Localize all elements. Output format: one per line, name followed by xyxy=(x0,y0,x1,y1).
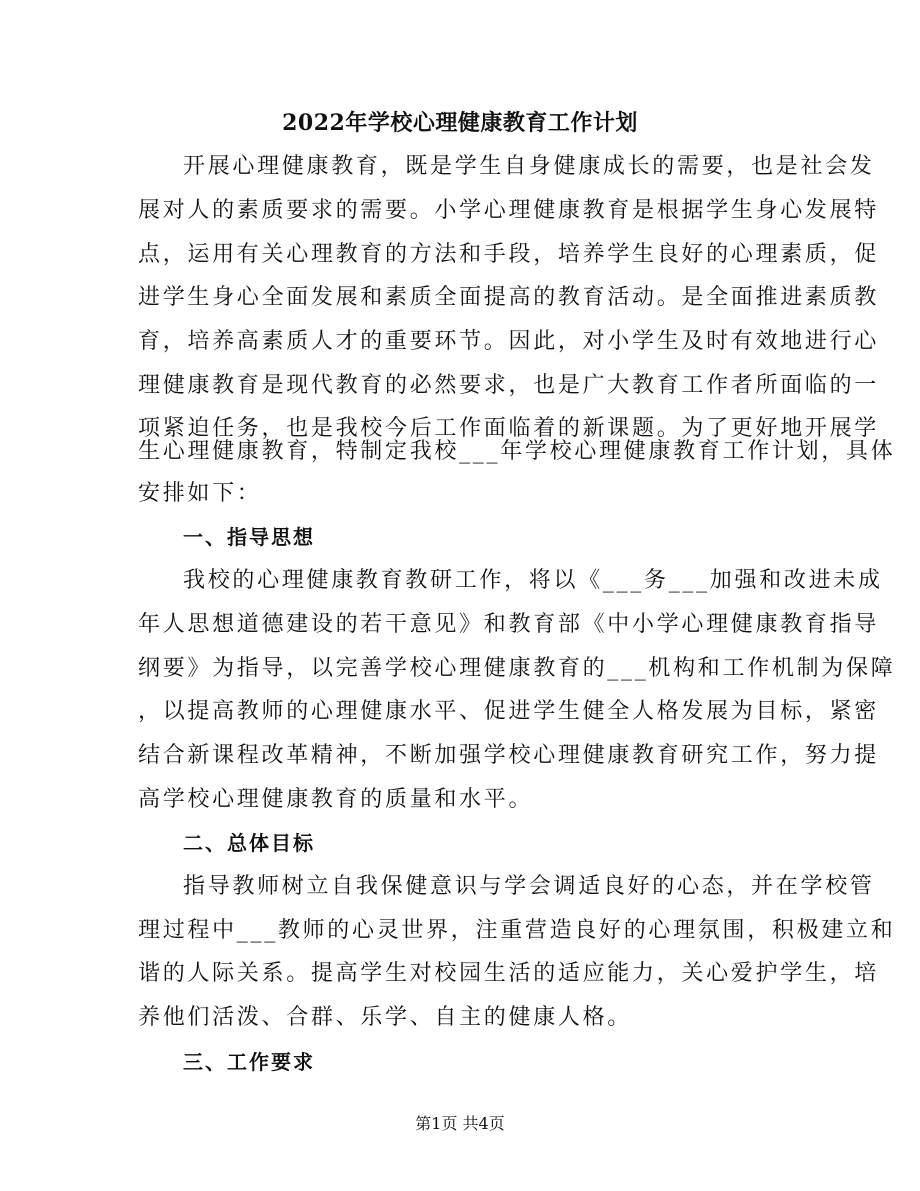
section1-line: 高学校心理健康教育的质量和水平。 xyxy=(138,787,534,812)
section2-line: 理过程中___教师的心灵世界，注重营造良好的心理氛围，积极建立和 xyxy=(138,918,896,943)
intro-line: 展对人的素质要求的需要。小学心理健康教育是根据学生身心发展特 xyxy=(138,198,880,223)
intro-line: 安排如下： xyxy=(138,481,262,506)
section1-line: 年人思想道德建设的若干意见》和教育部《中小学心理健康教育指导 xyxy=(138,612,880,637)
section1-line: ，以提高教师的心理健康水平、促进学生健全人格发展为目标，紧密 xyxy=(138,699,880,724)
section1-line: 结合新课程改革精神，不断加强学校心理健康教育研究工作，努力提 xyxy=(138,743,880,768)
page-footer: 第1页 共4页 xyxy=(415,1114,505,1133)
intro-line: 开展心理健康教育，既是学生自身健康成长的需要，也是社会发 xyxy=(183,154,875,179)
document-title: 2022年学校心理健康教育工作计划 xyxy=(282,110,638,136)
intro-line: 理健康教育是现代教育的必然要求，也是广大教育工作者所面临的一 xyxy=(138,373,880,398)
section1-line: 纲要》为指导，以完善学校心理健康教育的___机构和工作机制为保障 xyxy=(138,656,896,681)
section2-line: 养他们活泼、合群、乐学、自主的健康人格。 xyxy=(138,1005,633,1030)
intro-line: 生心理健康教育，特制定我校___年学校心理健康教育工作计划，具体 xyxy=(138,439,896,464)
section-heading-overall-goal: 二、总体目标 xyxy=(183,831,315,855)
section-heading-work-requirements: 三、工作要求 xyxy=(183,1050,315,1074)
section2-line: 指导教师树立自我保健意识与学会调适良好的心态，并在学校管 xyxy=(183,874,875,899)
intro-line: 育，培养高素质人才的重要环节。因此，对小学生及时有效地进行心 xyxy=(138,329,880,354)
intro-line: 进学生身心全面发展和素质全面提高的教育活动。是全面推进素质教 xyxy=(138,285,880,310)
section-heading-guiding-thought: 一、指导思想 xyxy=(183,525,315,549)
intro-line: 点，运用有关心理教育的方法和手段，培养学生良好的心理素质，促 xyxy=(138,242,880,267)
intro-line: 项紧迫任务，也是我校今后工作面临着的新课题。为了更好地开展学 xyxy=(138,416,880,441)
section2-line: 谐的人际关系。提高学生对校园生活的适应能力，关心爱护学生，培 xyxy=(138,961,880,986)
section1-line: 我校的心理健康教育教研工作，将以《___务___加强和改进未成 xyxy=(183,568,883,593)
